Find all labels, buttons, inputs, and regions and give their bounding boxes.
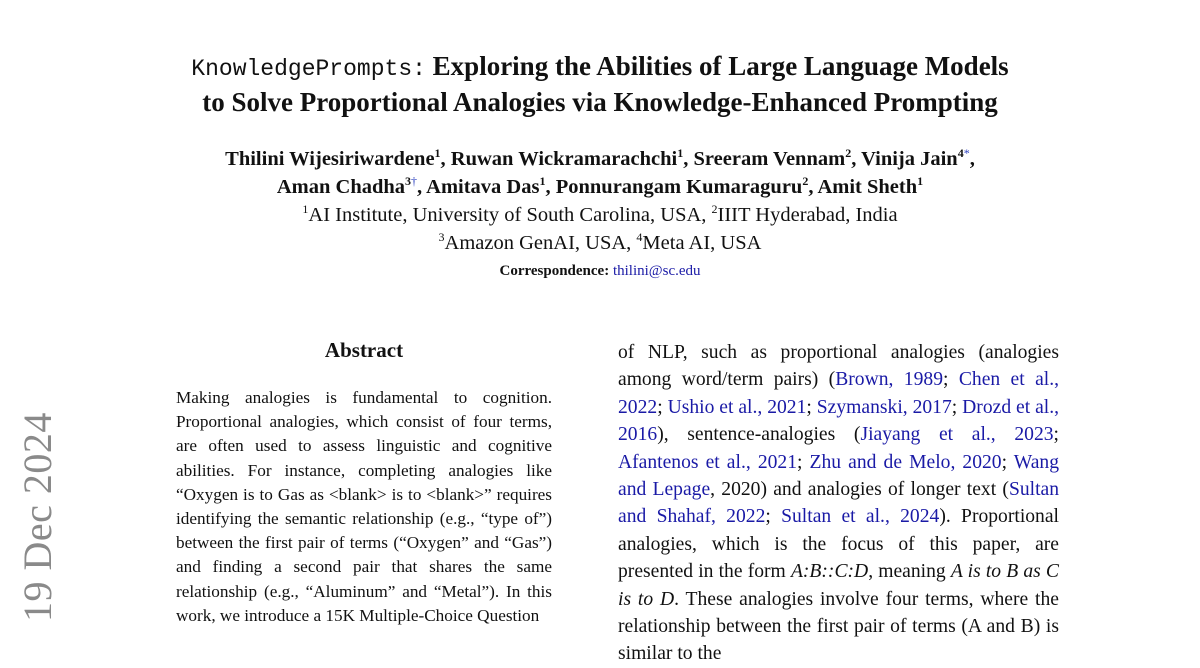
title-line-1-rest: Exploring the Abilities of Large Language Models xyxy=(432,51,1009,81)
intro-text: . These analogies involve four terms, where the relationship between the first pair of terms (A and B) is similar to the xyxy=(618,588,1059,665)
analogy-form: A:B::C:D xyxy=(790,561,869,583)
correspondence-label: Correspondence: xyxy=(499,263,610,279)
affiliation-line-2 xyxy=(0,229,1200,257)
author-line-1: Thilini Wijesiriwardene$^1$, Ruwan Wickramarachchi$^1$, Sreeram Vennam$^2$, Vinija Jain$^{4*}$, xyxy=(225,146,975,170)
affil-sup: 2 xyxy=(711,202,718,217)
citation-link[interactable]: Ushio et al., 2021 xyxy=(667,396,807,418)
citation-sep: ; xyxy=(657,396,668,418)
author-block xyxy=(0,145,1200,257)
author-affil-sup: 1 xyxy=(434,146,441,161)
author-affil-sup: 3 xyxy=(405,174,412,189)
intro-text: ), sentence-analogies ( xyxy=(657,424,861,446)
citation-sep: ; xyxy=(806,396,817,418)
citation-sep: ; xyxy=(797,451,810,473)
citation-link[interactable]: Jiayang et al., 2023 xyxy=(860,424,1054,446)
citation-link[interactable]: Chen et al., 2022 xyxy=(618,369,1060,418)
citation-sep: ; xyxy=(765,506,782,528)
author-affil-sup: 1 xyxy=(917,174,924,189)
correspondence-email-link[interactable]: thilini@sc.edu xyxy=(612,263,701,279)
citation-link[interactable]: Wang and Lepage xyxy=(618,451,1059,501)
affiliation: IIIT Hyderabad, India xyxy=(717,204,898,226)
intro-text: of NLP, such as proportional analogies (analogies among word/term pairs) ( xyxy=(618,342,1059,391)
intro-text: , meaning xyxy=(868,561,951,583)
affiliation-line-1 xyxy=(0,201,1200,229)
author-footnote-mark[interactable]: * xyxy=(963,146,970,161)
title-line-1 xyxy=(0,50,1200,86)
citation-link[interactable]: Drozd et al., 2016 xyxy=(618,396,1060,446)
citation-link[interactable]: Szymanski, 2017 xyxy=(816,396,952,418)
author-affil-sup: 2 xyxy=(802,174,809,189)
author-footnote-mark[interactable]: † xyxy=(411,174,418,189)
title-system-name: KnowledgePrompts: xyxy=(191,56,426,82)
author-line-2: Aman Chadha$^{3\dagger}$, Amitava Das$^1$, Ponnurangam Kumaraguru$^2$, Amit Sheth$^1$ xyxy=(276,174,924,198)
intro-text: , 2020) and analogies of longer text ( xyxy=(710,479,1009,501)
paper-title xyxy=(0,50,1200,119)
affiliation: Amazon GenAI, USA, xyxy=(444,232,632,254)
abstract-heading: Abstract xyxy=(324,338,404,362)
correspondence xyxy=(0,263,1200,280)
citation-sep: ; xyxy=(1001,451,1014,473)
affil-sup: 1 xyxy=(302,202,309,217)
citation-link[interactable]: Zhu and de Melo, 2020 xyxy=(809,451,1002,473)
author-name: Ruwan Wickramarachchi xyxy=(450,148,678,170)
affiliation: AI Institute, University of South Carolina, USA, xyxy=(308,204,707,226)
author-name: Amitava Das xyxy=(426,176,540,198)
affil-sup: 4 xyxy=(636,230,643,245)
citation-link[interactable]: Sultan and Shahaf, 2022 xyxy=(618,479,1060,528)
intro-paragraph xyxy=(618,339,1059,668)
citation-sep: ; xyxy=(943,369,959,391)
author-name: Amit Sheth xyxy=(817,176,918,198)
author-name: Sreeram Vennam xyxy=(693,148,846,170)
arxiv-date-stamp: 19 Dec 2024 xyxy=(15,412,60,622)
author-name: Ponnurangam Kumaraguru xyxy=(555,176,803,198)
author-name: Vinija Jain xyxy=(861,148,958,170)
title-line-2: to Solve Proportional Analogies via Knowledge-Enhanced Prompting xyxy=(202,87,998,117)
citation-link[interactable]: Brown, 1989 xyxy=(835,369,943,391)
abstract-text: Making analogies is fundamental to cognition. Proportional analogies, which consist of four terms, are often used to assess linguistic and cognitive abilities. For instance, completing analogies like “Oxygen is to Gas as <blank> is to <blank>” requires identifying the semantic relationship (e.g., “type of”) between the first pair of terms (“Oxygen” and “Gas”) and finding a second pair that shares the same relationship (e.g., “Aluminum” and “Metal”). In this work, we introduce a 15K Multiple-Choice Question xyxy=(176,388,552,625)
author-affil-sup: 4 xyxy=(957,146,964,161)
citation-link[interactable]: Afantenos et al., 2021 xyxy=(618,451,798,473)
author-affil-sup: 1 xyxy=(539,174,546,189)
author-name: Aman Chadha xyxy=(276,176,406,198)
citation-sep: ; xyxy=(1053,424,1059,446)
citation-sep: ; xyxy=(951,396,963,418)
analogy-meaning: A is to B as C is to D xyxy=(618,561,1059,610)
intro-text: ). Proportional analogies, which is the focus of this paper, are presented in the form xyxy=(618,506,1059,583)
author-affil-sup: 2 xyxy=(845,146,852,161)
author-name: Thilini Wijesiriwardene xyxy=(225,148,435,170)
author-affil-sup: 1 xyxy=(677,146,684,161)
affil-sup: 3 xyxy=(438,230,445,245)
citation-link[interactable]: Sultan et al., 2024 xyxy=(781,506,940,528)
affiliation: Meta AI, USA xyxy=(642,232,762,254)
